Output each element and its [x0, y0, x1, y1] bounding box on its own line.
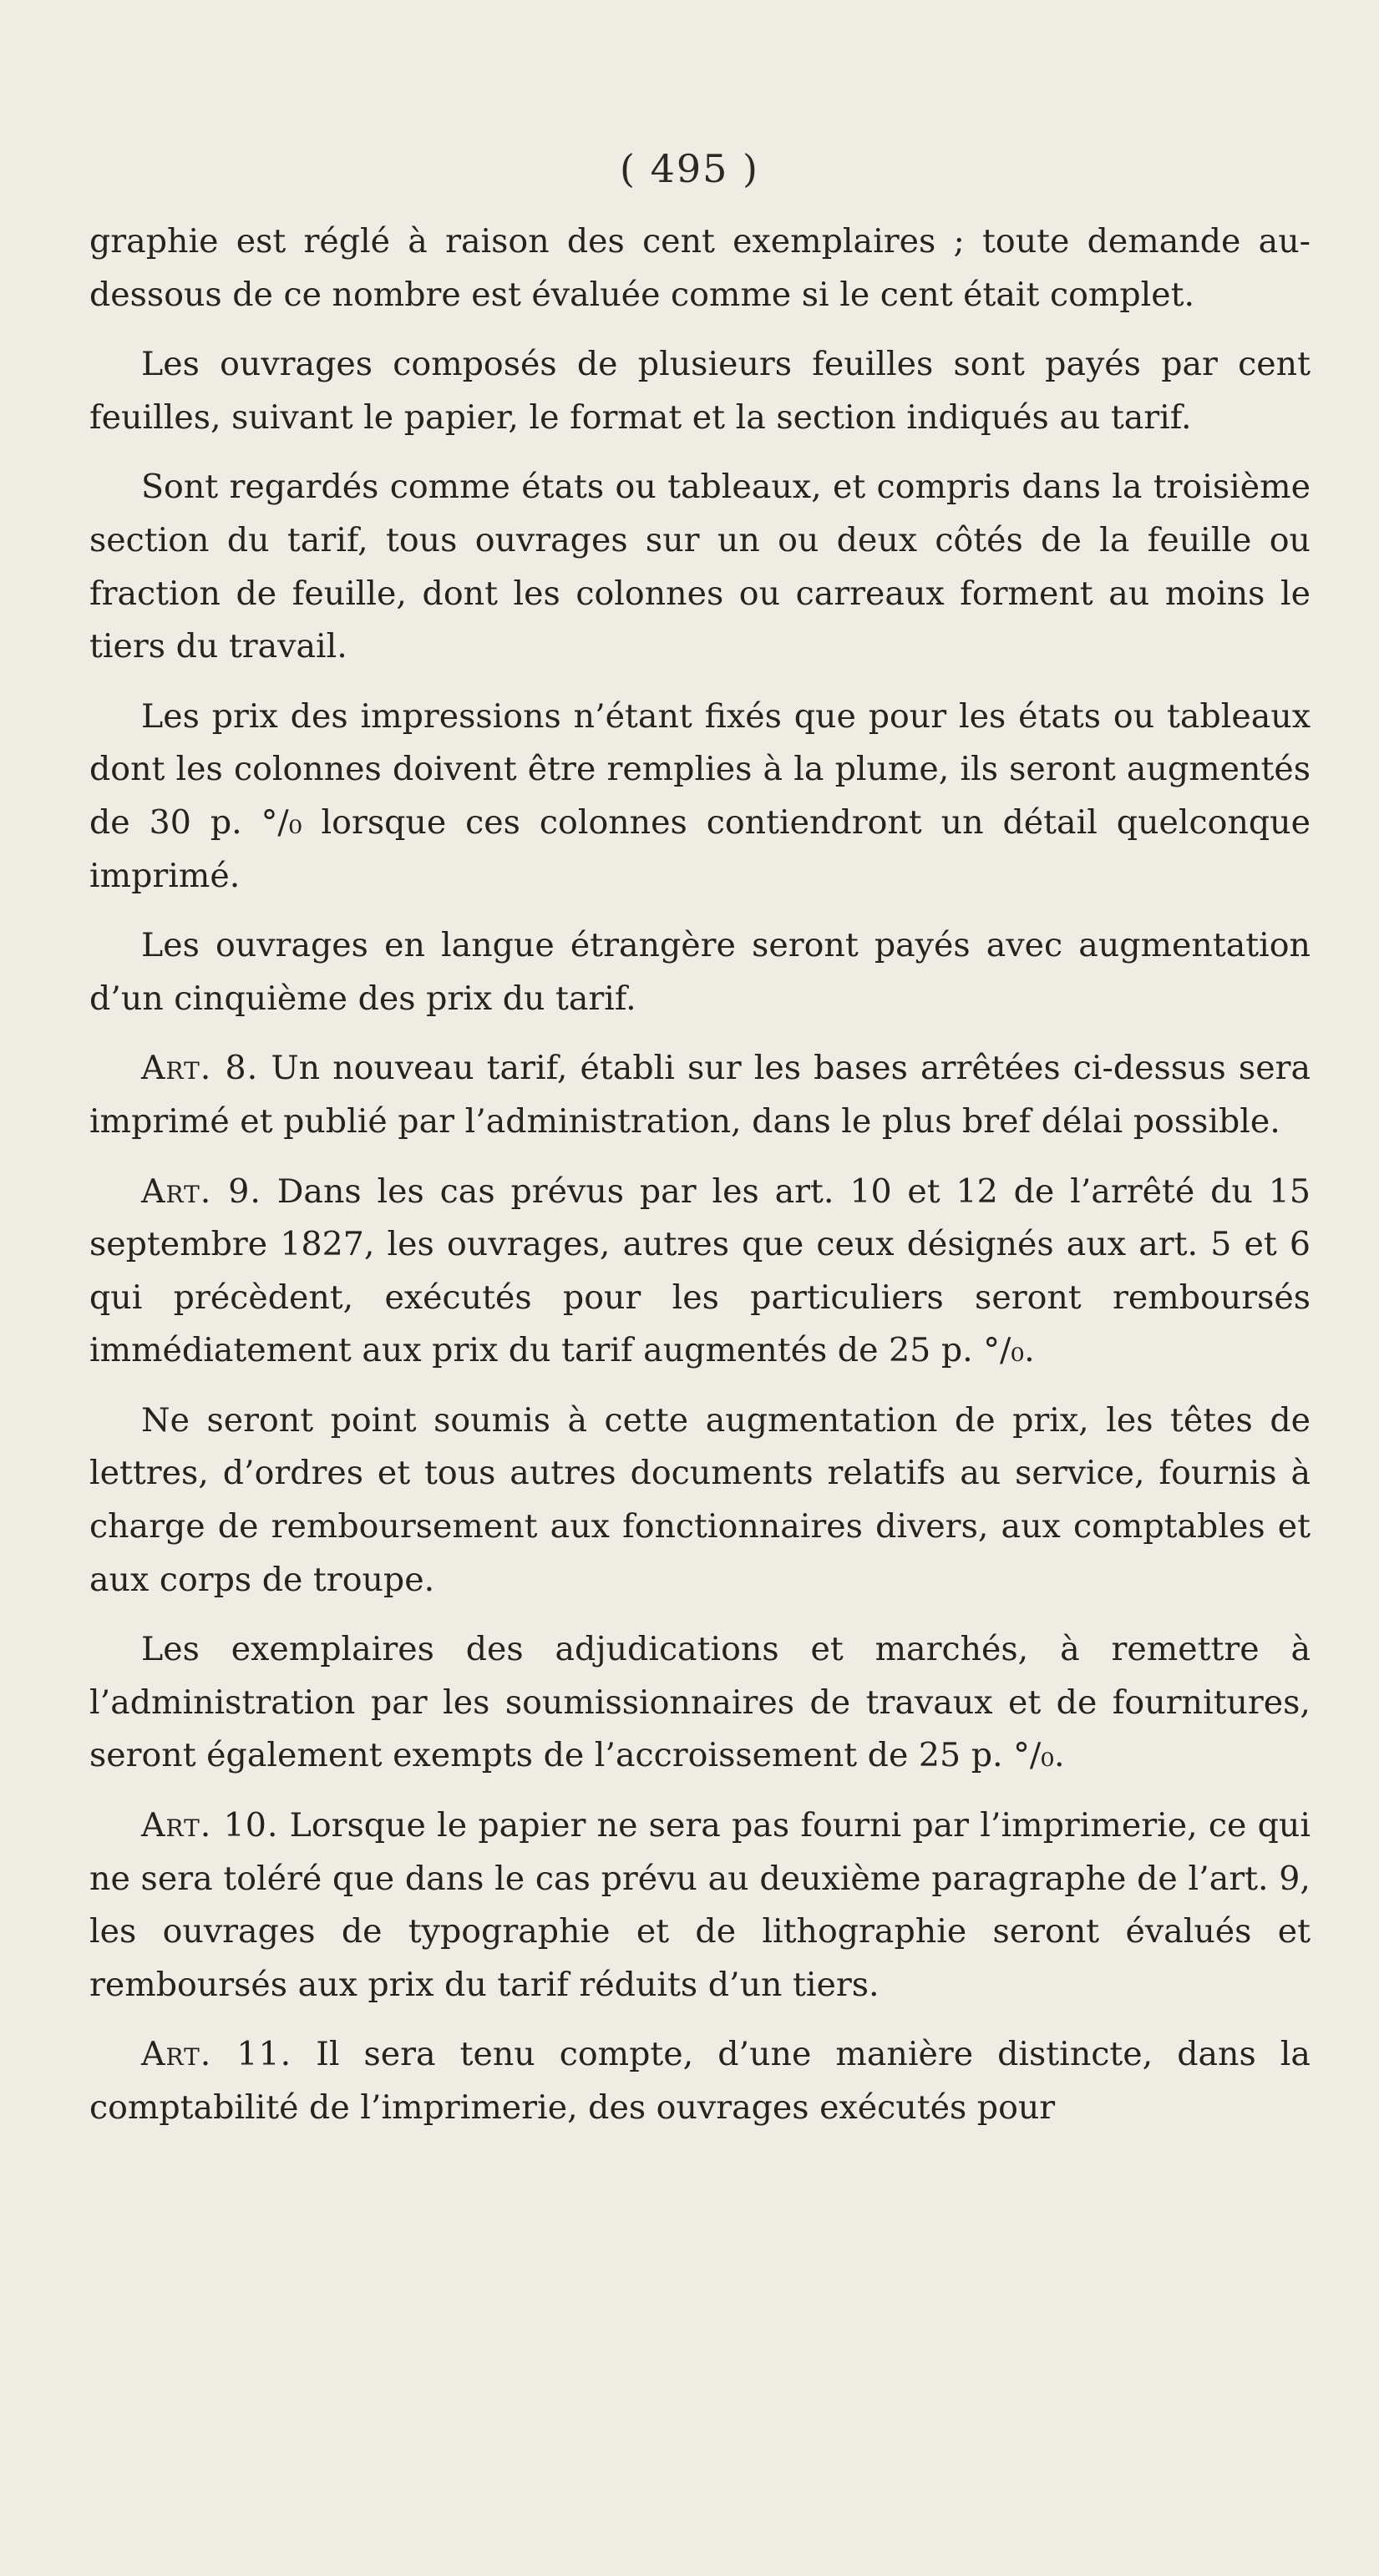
paragraph-text: graphie est réglé à raison des cent exemplaires ; toute demande au-dessous de ce nombre est évaluée comme si le cent était complet. [89, 222, 1311, 314]
paragraph-text: Les ouvrages composés de plusieurs feuilles sont payés par cent feuilles, suivant le papier, le format et la section indiqués au tarif. [89, 345, 1311, 437]
article-label: Art. 10. [141, 1806, 279, 1845]
paragraph-9 [89, 1623, 1311, 1783]
paragraph-text: Les ouvrages en langue étrangère seront payés avec augmentation d’un cinquième des prix du tarif. [89, 926, 1311, 1018]
paragraph-text: Un nouveau tarif, établi sur les bases arrêtées ci-dessus sera imprimé et publié par l’administration, dans le plus bref délai possible. [89, 1049, 1311, 1141]
article-8 [89, 1042, 1311, 1148]
paragraph-text: Sont regardés comme états ou tableaux, et compris dans la troisième section du tarif, tous ouvrages sur un ou deux côtés de la feuille ou fraction de feuille, dont les colonnes ou carreaux forment au moins le tiers du travail. [89, 468, 1311, 666]
page-number: ( 495 ) [620, 146, 759, 191]
paragraph-8 [89, 1394, 1311, 1607]
paragraph-3 [89, 461, 1311, 673]
article-label: Art. 8. [141, 1049, 259, 1088]
paragraph-text: Ne seront point soumis à cette augmentation de prix, les têtes de lettres, d’ordres et tous autres documents relatifs au service, fournis à charge de remboursement aux fonctionnaires divers, aux comptables et aux corps de troupe. [89, 1400, 1311, 1599]
paragraph-4 [89, 691, 1311, 903]
paragraph-text: Les exemplaires des adjudications et marchés, à remettre à l’administration par les soumissionnaires de travaux et de fournitures, seront également exempts de l’accroissement de 25 p. °/₀. [89, 1630, 1311, 1775]
paragraph-text: Dans les cas prévus par les art. 10 et 12 de l’arrêté du 15 septembre 1827, les ouvrages, autres que ceux désignés aux art. 5 et 6 qui précèdent, exécutés pour les particuliers seront remboursés immédiatement aux prix du tarif augmentés de 25 p. °/₀. [89, 1172, 1311, 1370]
article-label: Art. 9. [141, 1172, 261, 1211]
paragraph-5 [89, 919, 1311, 1025]
paragraph-text: Il sera tenu compte, d’une manière distincte, dans la comptabilité de l’imprimerie, des ouvrages exécutés pour [89, 2035, 1311, 2127]
body-text [89, 215, 1311, 2152]
paragraph-text: Les prix des impressions n’étant fixés que pour les états ou tableaux dont les colonnes doivent être remplies à la plume, ils seront augmentés de 30 p. °/₀ lorsque ces colonnes contiendront un détail quelconque imprimé. [89, 696, 1311, 895]
paragraph-2 [89, 338, 1311, 444]
article-label: Art. 11. [141, 2035, 292, 2074]
paragraph-text: Lorsque le papier ne sera pas fourni par l’imprimerie, ce qui ne sera toléré que dans le cas prévu au deuxième paragraphe de l’art. 9, les ouvrages de typographie et de lithographie seront évalués et remboursés aux prix du tarif réduits d’un tiers. [89, 1806, 1311, 2004]
paragraph-1 [89, 215, 1311, 321]
article-10 [89, 1799, 1311, 2012]
article-9 [89, 1166, 1311, 1378]
article-11 [89, 2028, 1311, 2134]
